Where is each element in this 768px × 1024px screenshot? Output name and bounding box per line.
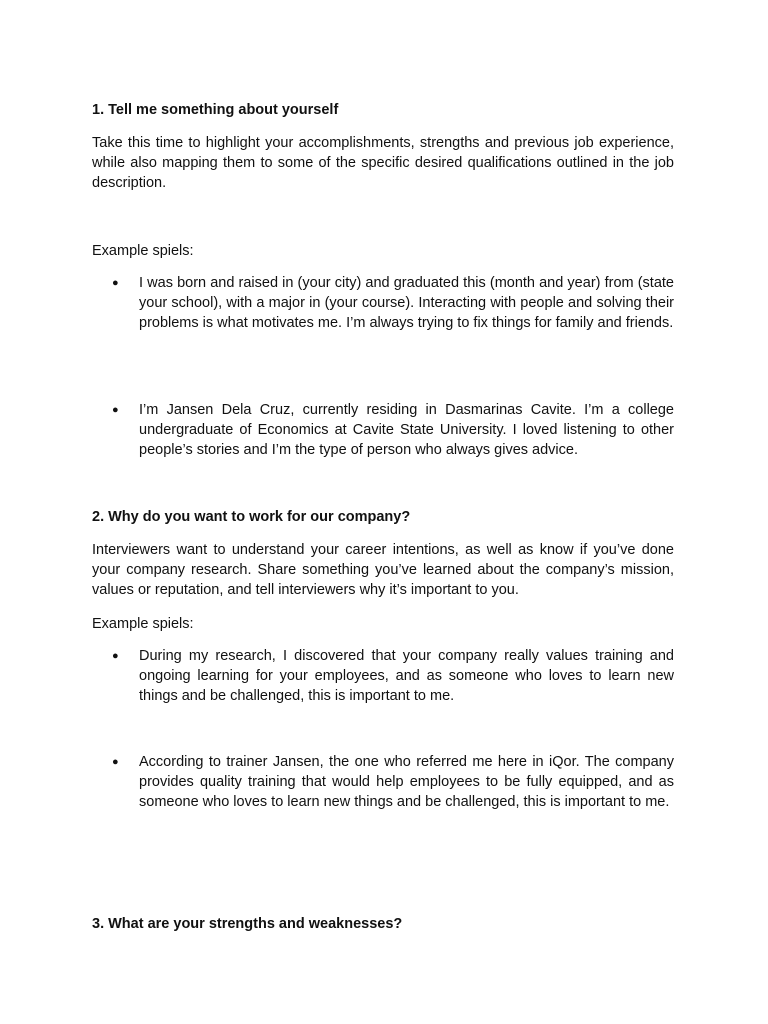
section-2-example-2-text: According to trainer Jansen, the one who referred me here in iQor. The company provides quality training that would help employees to be fully equipped, and as someone who loves to learn new things and be challenged, this is important to me.: [139, 754, 674, 810]
section-1-example-2-text: I’m Jansen Dela Cruz, currently residing in Dasmarinas Cavite. I’m a college undergraduate of Economics at Cavite State University. I loved listening to other people’s stories and I’m the type of person who always gives advice.: [139, 402, 674, 458]
bullet-icon: ●: [112, 756, 119, 768]
bullet-icon: ●: [112, 404, 119, 416]
section-2-examples-label: Example spiels:: [92, 616, 194, 632]
bullet-icon: ●: [112, 277, 119, 289]
section-1-intro: Take this time to highlight your accomplishments, strengths and previous job experience, while also mapping them to some of the specific desired qualifications outlined in the job description.: [92, 135, 674, 191]
section-2-heading: 2. Why do you want to work for our company?: [92, 509, 411, 525]
section-3-heading: 3. What are your strengths and weaknesses?: [92, 916, 403, 932]
section-2-example-1-text: During my research, I discovered that your company really values training and ongoing learning for your employees, and as someone who loves to learn new things and be challenged, this is important to me.: [139, 648, 674, 704]
section-1-example-1-text: I was born and raised in (your city) and graduated this (month and year) from (state your school), with a major in (your course). Interacting with people and solving their problems is what motivates me. I’m always trying to fix things for family and friends.: [139, 275, 674, 331]
section-1-heading: 1. Tell me something about yourself: [92, 102, 339, 118]
section-2-intro: Interviewers want to understand your career intentions, as well as know if you’ve done your company research. Share something you’ve learned about the company’s mission, values or reputation, and tell interviewers why it’s important to you.: [92, 542, 674, 598]
section-1-examples-label: Example spiels:: [92, 243, 194, 259]
bullet-icon: ●: [112, 650, 119, 662]
